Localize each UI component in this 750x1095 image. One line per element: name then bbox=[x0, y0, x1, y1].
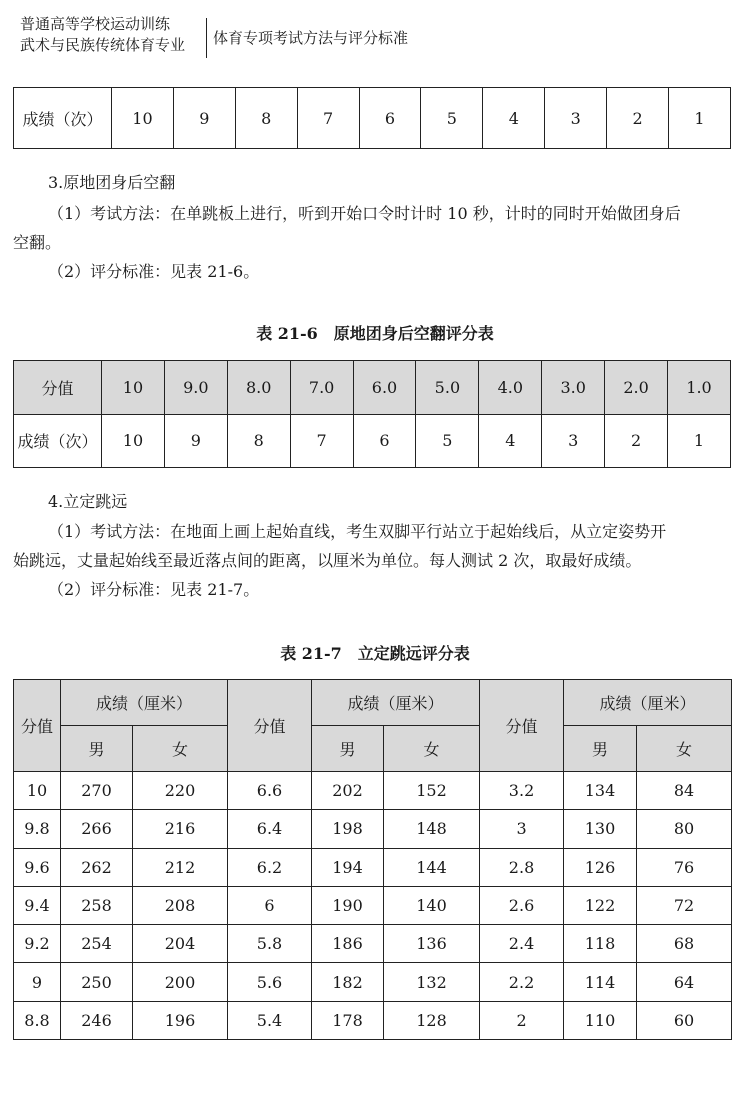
table-row bbox=[14, 886, 732, 924]
table-cell: 2.2 bbox=[480, 963, 564, 1001]
table-21-7-caption: 表 21-7 立定跳远评分表 bbox=[280, 644, 470, 663]
table-cell: 2.4 bbox=[480, 925, 564, 963]
table-cell: 5.8 bbox=[228, 925, 312, 963]
table-cell: 4.0 bbox=[479, 361, 542, 415]
table-cell: 270 bbox=[61, 771, 133, 809]
header-result-3: 成绩（厘米） bbox=[564, 680, 732, 726]
page-header bbox=[0, 0, 750, 70]
table-cell: 10 bbox=[112, 88, 174, 149]
table-cell: 10 bbox=[102, 414, 165, 468]
table-cell: 5 bbox=[416, 414, 479, 468]
table-cell: 6.6 bbox=[228, 771, 312, 809]
table-cell: 130 bbox=[564, 810, 637, 848]
table-cell: 1 bbox=[669, 88, 731, 149]
header-male-1: 男 bbox=[61, 725, 133, 771]
table-cell: 202 bbox=[312, 771, 384, 809]
chapter-title: 体育专项考试方法与评分标准 bbox=[213, 29, 409, 47]
table-cell: 266 bbox=[61, 810, 133, 848]
table-cell: 2 bbox=[605, 414, 668, 468]
row-label-score: 分值 bbox=[14, 361, 102, 415]
table-row bbox=[14, 414, 731, 468]
section-4-standard: （2）评分标准：见表 21-7。 bbox=[48, 580, 260, 599]
table-row bbox=[14, 848, 732, 886]
header-result-2: 成绩（厘米） bbox=[312, 680, 480, 726]
table-cell: 136 bbox=[384, 925, 480, 963]
section-4-title: 4.立定跳远 bbox=[48, 492, 128, 511]
header-female-1: 女 bbox=[133, 725, 228, 771]
section-3-method-line2: 空翻。 bbox=[13, 233, 62, 252]
table-cell: 114 bbox=[564, 963, 637, 1001]
table-cell: 122 bbox=[564, 886, 637, 924]
row-label: 成绩（次） bbox=[14, 88, 112, 149]
table-cell: 144 bbox=[384, 848, 480, 886]
table-cell: 5.6 bbox=[228, 963, 312, 1001]
header-male-3: 男 bbox=[564, 725, 637, 771]
header-divider bbox=[206, 18, 207, 58]
table-cell: 110 bbox=[564, 1001, 637, 1039]
table-cell: 200 bbox=[133, 963, 228, 1001]
table-cell: 80 bbox=[637, 810, 732, 848]
table-cell: 5.4 bbox=[228, 1001, 312, 1039]
section-3-method-line1: （1）考试方法：在单跳板上进行，听到开始口令时计时 10 秒，计时的同时开始做团身后 bbox=[48, 204, 681, 223]
table-cell: 128 bbox=[384, 1001, 480, 1039]
table-cell: 6.4 bbox=[228, 810, 312, 848]
table-cell: 198 bbox=[312, 810, 384, 848]
table-cell: 6 bbox=[359, 88, 421, 149]
table-cell: 1.0 bbox=[668, 361, 731, 415]
table-row bbox=[14, 1001, 732, 1039]
table-cell: 3.0 bbox=[542, 361, 605, 415]
table-cell: 4 bbox=[479, 414, 542, 468]
table-cell: 134 bbox=[564, 771, 637, 809]
table-21-7 bbox=[13, 679, 732, 1040]
table-cell: 220 bbox=[133, 771, 228, 809]
table-cell: 10 bbox=[102, 361, 165, 415]
table-cell: 6.0 bbox=[353, 361, 416, 415]
section-4-method-line1: （1）考试方法：在地面上画上起始直线，考生双脚平行站立于起始线后，从立定姿势开 bbox=[48, 522, 667, 541]
table-cell: 182 bbox=[312, 963, 384, 1001]
table-cell: 254 bbox=[61, 925, 133, 963]
table-cell: 1 bbox=[668, 414, 731, 468]
table-cell: 216 bbox=[133, 810, 228, 848]
table-cell: 5.0 bbox=[416, 361, 479, 415]
table-cell: 178 bbox=[312, 1001, 384, 1039]
table-cell: 148 bbox=[384, 810, 480, 848]
table-cell: 2.6 bbox=[480, 886, 564, 924]
table-cell: 246 bbox=[61, 1001, 133, 1039]
table-row bbox=[14, 771, 732, 809]
table-cell: 196 bbox=[133, 1001, 228, 1039]
table-cell: 132 bbox=[384, 963, 480, 1001]
score-table-top-continued bbox=[13, 87, 731, 149]
table-row bbox=[14, 361, 731, 415]
table-cell: 152 bbox=[384, 771, 480, 809]
book-title-line2: 武术与民族传统体育专业 bbox=[20, 36, 186, 54]
table-cell: 9.6 bbox=[14, 848, 61, 886]
table-cell: 212 bbox=[133, 848, 228, 886]
table-cell: 140 bbox=[384, 886, 480, 924]
header-score-3: 分值 bbox=[480, 680, 564, 772]
header-result-1: 成绩（厘米） bbox=[61, 680, 228, 726]
header-male-2: 男 bbox=[312, 725, 384, 771]
table-cell: 9.8 bbox=[14, 810, 61, 848]
book-title bbox=[20, 14, 204, 56]
table-row bbox=[14, 925, 732, 963]
table-cell: 262 bbox=[61, 848, 133, 886]
table-cell: 3 bbox=[545, 88, 607, 149]
book-title-line1: 普通高等学校运动训练 bbox=[20, 15, 171, 33]
table-cell: 7.0 bbox=[290, 361, 353, 415]
table-cell: 2.0 bbox=[605, 361, 668, 415]
section-3-standard: （2）评分标准：见表 21-6。 bbox=[48, 262, 260, 281]
table-cell: 9 bbox=[14, 963, 61, 1001]
table-cell: 9.0 bbox=[164, 361, 227, 415]
table-cell: 76 bbox=[637, 848, 732, 886]
table-cell: 60 bbox=[637, 1001, 732, 1039]
table-cell: 8.8 bbox=[14, 1001, 61, 1039]
header-female-2: 女 bbox=[384, 725, 480, 771]
section-3-title: 3.原地团身后空翻 bbox=[48, 173, 176, 192]
table-cell: 208 bbox=[133, 886, 228, 924]
table-cell: 8 bbox=[235, 88, 297, 149]
header-score-1: 分值 bbox=[14, 680, 61, 772]
table-cell: 6 bbox=[353, 414, 416, 468]
table-cell: 2.8 bbox=[480, 848, 564, 886]
header-score-2: 分值 bbox=[228, 680, 312, 772]
table-cell: 6.2 bbox=[228, 848, 312, 886]
table-cell: 3 bbox=[542, 414, 605, 468]
table-cell: 4 bbox=[483, 88, 545, 149]
table-subheader-row bbox=[14, 725, 732, 771]
table-cell: 9 bbox=[173, 88, 235, 149]
table-cell: 9 bbox=[164, 414, 227, 468]
table-cell: 7 bbox=[290, 414, 353, 468]
table-cell: 7 bbox=[297, 88, 359, 149]
table-cell: 64 bbox=[637, 963, 732, 1001]
table-row bbox=[14, 88, 731, 149]
table-cell: 9.4 bbox=[14, 886, 61, 924]
table-cell: 250 bbox=[61, 963, 133, 1001]
table-cell: 5 bbox=[421, 88, 483, 149]
table-cell: 68 bbox=[637, 925, 732, 963]
table-row bbox=[14, 810, 732, 848]
table-cell: 204 bbox=[133, 925, 228, 963]
table-cell: 186 bbox=[312, 925, 384, 963]
table-cell: 10 bbox=[14, 771, 61, 809]
row-label-result: 成绩（次） bbox=[14, 414, 102, 468]
table-cell: 8.0 bbox=[227, 361, 290, 415]
table-cell: 258 bbox=[61, 886, 133, 924]
table-cell: 8 bbox=[227, 414, 290, 468]
header-female-3: 女 bbox=[637, 725, 732, 771]
table-cell: 9.2 bbox=[14, 925, 61, 963]
table-cell: 118 bbox=[564, 925, 637, 963]
table-cell: 3 bbox=[480, 810, 564, 848]
section-4-method-line2: 始跳远，丈量起始线至最近落点间的距离，以厘米为单位。每人测试 2 次，取最好成绩。 bbox=[13, 551, 642, 570]
table-row bbox=[14, 963, 732, 1001]
table-cell: 72 bbox=[637, 886, 732, 924]
table-21-6 bbox=[13, 360, 731, 468]
table-cell: 2 bbox=[480, 1001, 564, 1039]
table-cell: 84 bbox=[637, 771, 732, 809]
table-cell: 2 bbox=[607, 88, 669, 149]
table-cell: 6 bbox=[228, 886, 312, 924]
table-cell: 3.2 bbox=[480, 771, 564, 809]
table-cell: 194 bbox=[312, 848, 384, 886]
table-header-row bbox=[14, 680, 732, 726]
table-cell: 126 bbox=[564, 848, 637, 886]
table-21-6-caption: 表 21-6 原地团身后空翻评分表 bbox=[256, 324, 494, 343]
table-cell: 190 bbox=[312, 886, 384, 924]
